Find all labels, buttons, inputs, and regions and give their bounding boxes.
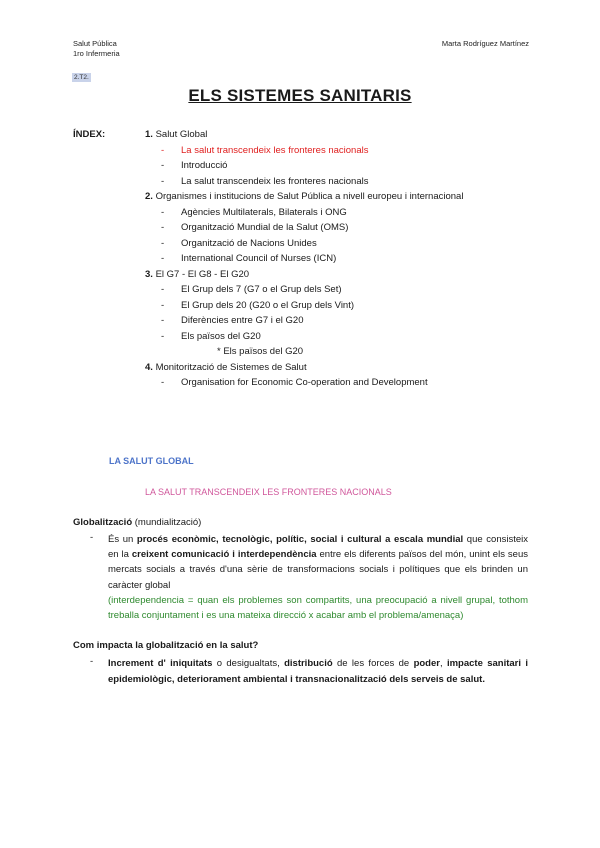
toc-item: - Agències Multilaterals, Bilaterals i ONG bbox=[145, 205, 545, 221]
toc-item: - Diferències entre G7 i el G20 bbox=[145, 313, 545, 329]
topic-tag: 2.T2. bbox=[74, 74, 89, 81]
toc-section: 2. Organismes i institucions de Salut Pública a nivell europeu i internacional bbox=[145, 191, 464, 202]
impact-question: Com impacta la globalització en la salut? bbox=[73, 640, 259, 651]
toc-section: 4. Monitorització de Sistemes de Salut bbox=[145, 361, 307, 373]
header-subject: Salut Pública bbox=[73, 39, 117, 48]
index-label: ÍNDEX: bbox=[73, 129, 106, 140]
table-of-contents bbox=[145, 127, 545, 391]
toc-item: - El Grup dels 7 (G7 o el Grup dels Set) bbox=[145, 282, 545, 298]
toc-section: 1. Salut Global bbox=[145, 129, 208, 140]
bullet-dash: - bbox=[90, 532, 94, 543]
toc-item: - Organització de Nacions Unides bbox=[145, 236, 545, 252]
toc-item: - Els països del G20 bbox=[145, 329, 545, 345]
toc-item: - Organisation for Economic Co-operation and Development bbox=[145, 375, 545, 391]
bullet-dash: - bbox=[90, 656, 94, 667]
impact-answer: Increment d' iniquitats o desigualtats, distribució de les forces de poder, impacte sanitari i epidemiològic, deteriorament ambiental i transnacionalització dels serveis de salut. bbox=[108, 658, 529, 685]
toc-item: - Introducció bbox=[145, 158, 545, 174]
toc-section: 3. El G7 - El G8 - El G20 bbox=[145, 268, 250, 280]
subsection-heading: LA SALUT TRANSCENDEIX LES FRONTERES NACIONALS bbox=[145, 487, 392, 497]
toc-item: - Organització Mundial de la Salut (OMS) bbox=[145, 220, 545, 236]
page-title: ELS SISTEMES SANITARIS bbox=[188, 86, 412, 105]
section-heading: LA SALUT GLOBAL bbox=[109, 456, 194, 466]
globalization-term: Globalització (mundialització) bbox=[73, 517, 202, 528]
globalization-definition: És un procés econòmic, tecnològic, polític, social i cultural a escala mundial que consisteix en la creixent comunicació i interdependència entre els diferents països del món, unint els seus mercats socials a través d'una sèrie de transformacions socials i polítiques que els brinden un caràcter global (interdependencia = quan els problemes son compartits, una preocupació a nivell grupal, tothom treballa conjuntament i es una mateixa direcció x acabar amb el problema/amenaça) bbox=[108, 532, 528, 623]
header-left bbox=[73, 39, 120, 59]
toc-item: - International Council of Nurses (ICN) bbox=[145, 251, 545, 267]
header-author: Marta Rodríguez Martínez bbox=[441, 39, 529, 48]
interdependence-note: (interdependencia = quan els problemes son compartits, una preocupació a nivell grupal, tothom treballa conjuntament i es una mateixa direcció x acabar amb el problema/amenaça) bbox=[108, 594, 528, 622]
toc-item: - El Grup dels 20 (G20 o el Grup dels Vint) bbox=[145, 298, 545, 314]
header-course: 1ro Infermeria bbox=[73, 49, 120, 58]
toc-subitem: * Els països del G20 bbox=[217, 346, 304, 357]
toc-item: - La salut transcendeix les fronteres nacionals bbox=[145, 174, 545, 190]
toc-item: - La salut transcendeix les fronteres nacionals bbox=[145, 143, 545, 159]
